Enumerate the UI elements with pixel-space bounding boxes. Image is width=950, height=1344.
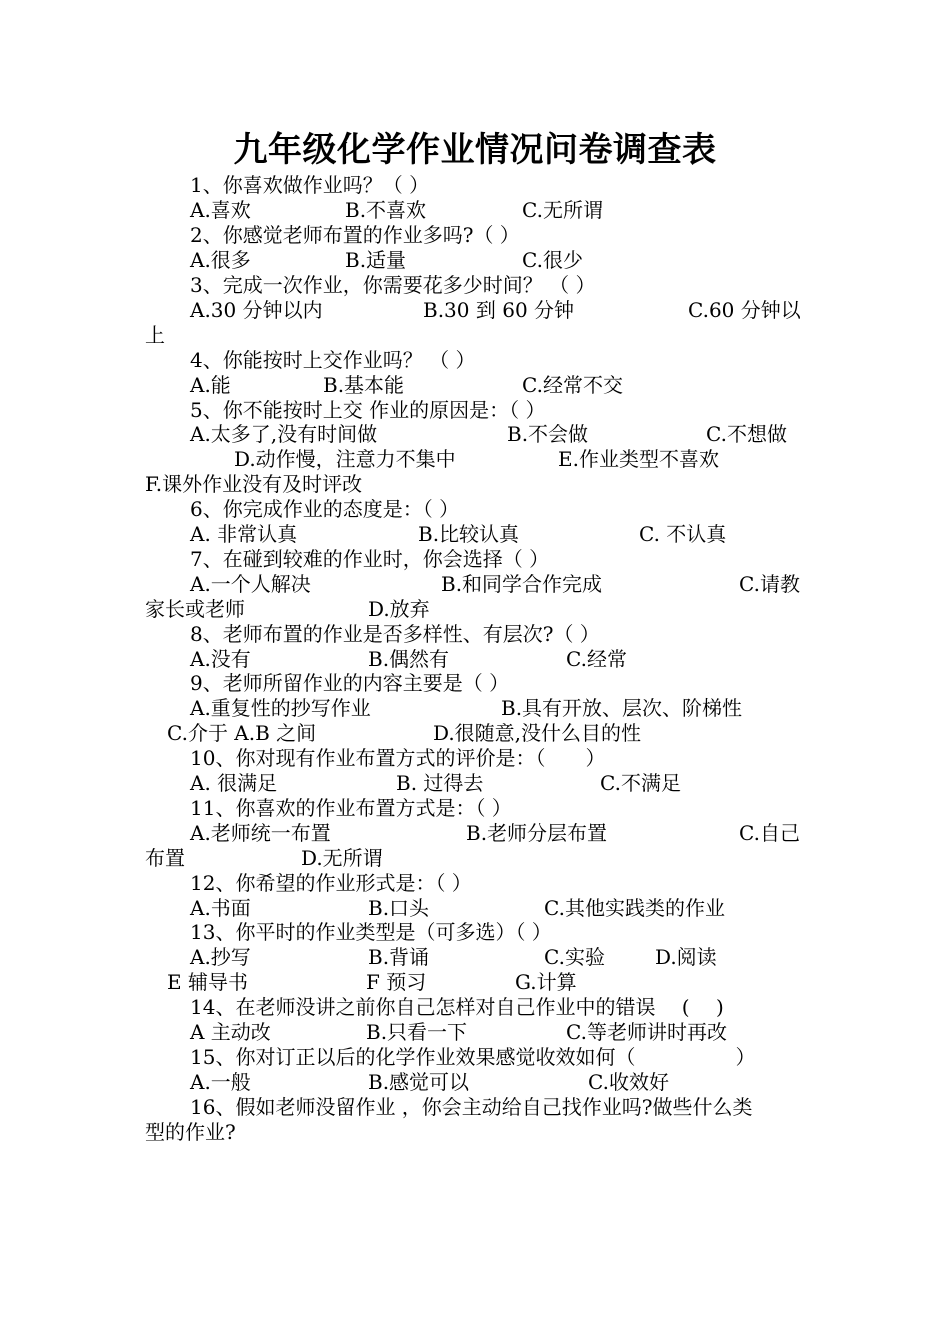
question-8: 8、老师布置的作业是否多样性、有层次?（ ）: [190, 622, 600, 646]
option: C.经常: [566, 647, 627, 671]
option: B.不喜欢: [345, 198, 427, 222]
option: A. 非常认真: [190, 522, 298, 546]
option: B.适量: [345, 248, 407, 272]
question-1: 1、你喜欢做作业吗？（ ）: [190, 173, 430, 197]
option: C.介于 A.B 之间: [167, 721, 317, 745]
option: C.其他实践类的作业: [544, 896, 725, 920]
option: B.30 到 60 分钟: [423, 298, 575, 322]
option: B.不会做: [507, 422, 589, 446]
option: D.很随意,没什么目的性: [433, 721, 642, 745]
option: E 辅导书: [167, 970, 248, 994]
option: C.很少: [522, 248, 583, 272]
option: C.不满足: [600, 771, 681, 795]
question-4: 4、你能按时上交作业吗？ （ ）: [190, 348, 476, 372]
question-16: 16、假如老师没留作业 ，你会主动给自己找作业吗?做些什么类: [190, 1095, 753, 1119]
option: A.很多: [190, 248, 251, 272]
option: A.一个人解决: [190, 572, 311, 596]
option: A.老师统一布置: [190, 821, 331, 845]
option: G.计算: [515, 970, 577, 994]
option: B.老师分层布置: [466, 821, 608, 845]
question-9: 9、老师所留作业的内容主要是（ ）: [190, 671, 510, 695]
option: C.实验: [544, 945, 605, 969]
option: A. 很满足: [190, 771, 278, 795]
option: A.一般: [190, 1070, 251, 1094]
option: B.感觉可以: [368, 1070, 470, 1094]
option: B.偶然有: [368, 647, 450, 671]
option: C.无所谓: [522, 198, 603, 222]
question-10: 10、你对现有作业布置方式的评价是：（ ）: [190, 746, 606, 770]
option: C.不想做: [706, 422, 787, 446]
option: B.具有开放、层次、阶梯性: [501, 696, 743, 720]
option: A 主动改: [190, 1020, 271, 1044]
option: A.没有: [190, 647, 251, 671]
option: E.作业类型不喜欢: [558, 447, 719, 471]
option: C. 不认真: [639, 522, 727, 546]
question-5: 5、你不能按时上交 作业的原因是：（ ）: [190, 398, 546, 422]
option: B.只看一下: [366, 1020, 468, 1044]
question-7: 7、在碰到较难的作业时，你会选择（ ）: [190, 547, 550, 571]
question-3: 3、完成一次作业，你需要花多少时间？ （ ）: [190, 273, 596, 297]
option: D.阅读: [655, 945, 717, 969]
option: B.和同学合作完成: [441, 572, 603, 596]
question-15: 15、你对订正以后的化学作业效果感觉收效如何（ ）: [190, 1045, 756, 1069]
option: C.经常不交: [522, 373, 623, 397]
option-continued: 家长或老师: [145, 597, 245, 621]
option: B.比较认真: [418, 522, 520, 546]
option: D.无所谓: [301, 846, 383, 870]
option: B. 过得去: [396, 771, 484, 795]
option: F 预习: [366, 970, 427, 994]
document-title: 九年级化学作业情况问卷调查表: [233, 130, 717, 170]
option: B.背诵: [368, 945, 430, 969]
option-continued: 布置: [145, 846, 185, 870]
option: D.放弃: [368, 597, 430, 621]
question-14: 14、在老师没讲之前你自己怎样对自己作业中的错误 ( ): [190, 995, 724, 1019]
option: A.太多了,没有时间做: [190, 422, 378, 446]
option: C.60 分钟以: [688, 298, 801, 322]
option: A.能: [190, 373, 231, 397]
option: A.抄写: [190, 945, 251, 969]
option: C.请教: [739, 572, 800, 596]
question-2: 2、你感觉老师布置的作业多吗?（ ）: [190, 223, 520, 247]
option: C.收效好: [588, 1070, 669, 1094]
option: A.30 分钟以内: [190, 298, 323, 322]
option: A.重复性的抄写作业: [190, 696, 371, 720]
option: F.课外作业没有及时评改: [145, 472, 363, 496]
question-13: 13、你平时的作业类型是（可多选）（ ）: [190, 920, 552, 944]
question-6: 6、你完成作业的态度是：（ ）: [190, 497, 460, 521]
option: D.动作慢，注意力不集中: [234, 447, 456, 471]
option: B.口头: [368, 896, 430, 920]
option: C.自己: [739, 821, 800, 845]
question-16-continued: 型的作业?: [145, 1120, 236, 1144]
option: B.基本能: [323, 373, 405, 397]
option: C.等老师讲时再改: [566, 1020, 727, 1044]
option: A.书面: [190, 896, 251, 920]
question-11: 11、你喜欢的作业布置方式是：（ ）: [190, 796, 512, 820]
question-12: 12、你希望的作业形式是：（ ）: [190, 871, 472, 895]
option: A.喜欢: [190, 198, 251, 222]
option-continued: 上: [145, 323, 165, 347]
